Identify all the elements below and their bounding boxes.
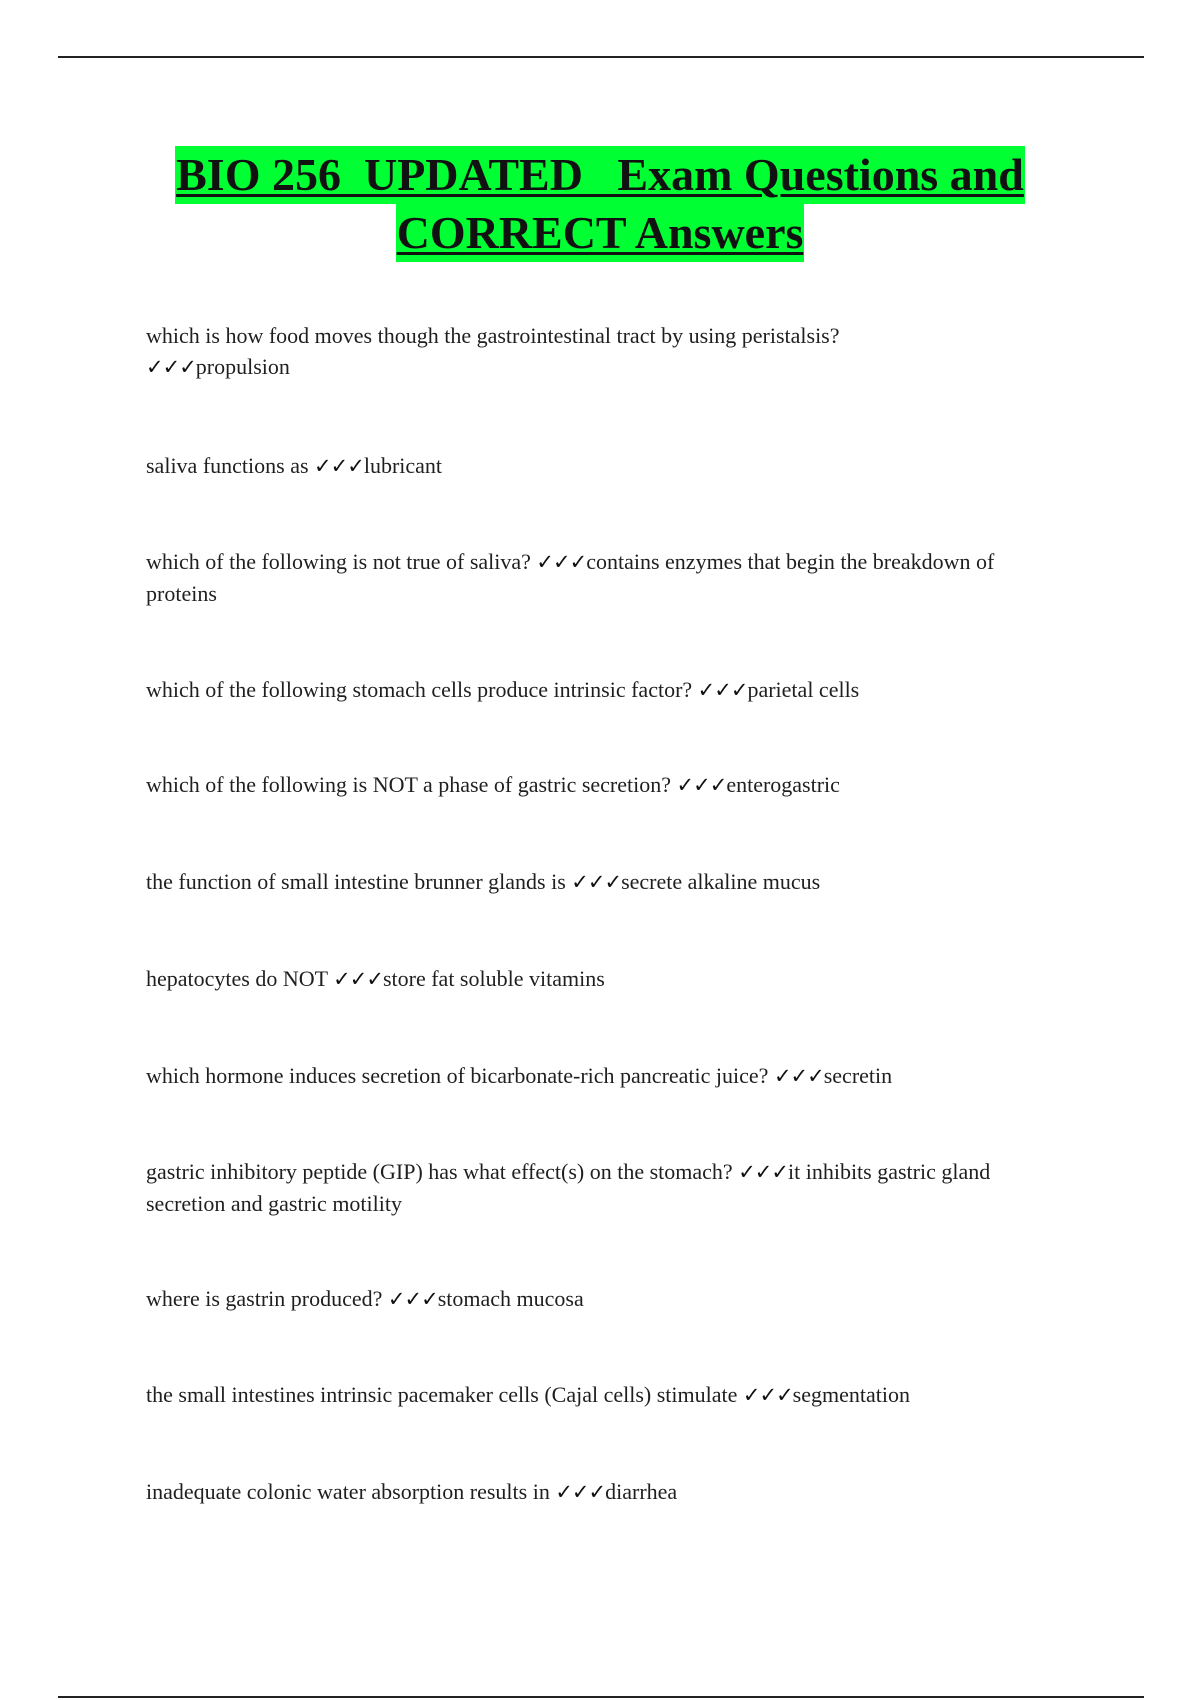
answer-text: stomach mucosa [437, 1286, 584, 1311]
bottom-rule [58, 1696, 1144, 1698]
qa-item-7 [146, 963, 1046, 995]
check-marks-icon: ✓✓✓ [555, 1480, 606, 1504]
question-text: which hormone induces secretion of bicarbonate-rich pancreatic juice? [146, 1063, 769, 1088]
question-text: which of the following stomach cells produce intrinsic factor? [146, 677, 693, 702]
answer-text: segmentation [792, 1382, 910, 1407]
question-text: inadequate colonic water absorption results in [146, 1479, 550, 1504]
question-text: the small intestines intrinsic pacemaker cells (Cajal cells) stimulate [146, 1382, 738, 1407]
check-marks-icon: ✓✓✓ [738, 1160, 788, 1184]
question-text: hepatocytes do NOT [146, 966, 328, 991]
qa-item-5 [146, 769, 1046, 801]
qa-item-3 [146, 546, 1046, 609]
check-marks-icon: ✓✓✓ [146, 355, 196, 379]
qa-item-11 [146, 1379, 1046, 1411]
question-text: gastric inhibitory peptide (GIP) has what effect(s) on the stomach? [146, 1159, 733, 1184]
check-marks-icon: ✓✓✓ [333, 967, 383, 991]
check-marks-icon: ✓✓✓ [773, 1064, 824, 1088]
top-rule [58, 56, 1144, 58]
answer-text: parietal cells [747, 677, 860, 702]
answer-text: store fat soluble vitamins [382, 966, 605, 991]
check-marks-icon: ✓✓✓ [536, 550, 587, 574]
qa-item-12 [146, 1476, 1046, 1508]
qa-item-9 [146, 1156, 1046, 1219]
answer-text: secretin [823, 1063, 893, 1088]
qa-item-1 [146, 320, 1046, 383]
answer-text: contains enzymes that begin the breakdown of proteins [146, 549, 995, 606]
question-text: which of the following is NOT a phase of gastric secretion? [146, 772, 672, 797]
qa-item-8 [146, 1060, 1046, 1092]
check-marks-icon: ✓✓✓ [314, 454, 364, 478]
question-text: which of the following is not true of saliva? [146, 549, 531, 574]
answer-text: lubricant [363, 453, 443, 478]
check-marks-icon: ✓✓✓ [571, 870, 622, 894]
qa-item-2 [146, 450, 1046, 482]
question-text: which is how food moves though the gastrointestinal tract by using peristalsis? [146, 323, 840, 348]
question-text: where is gastrin produced? [146, 1286, 383, 1311]
qa-item-6 [146, 866, 1046, 898]
document-title [100, 146, 1100, 262]
answer-text: propulsion [195, 354, 290, 379]
question-text: saliva functions as [146, 453, 309, 478]
answer-text: it inhibits gastric gland secretion and gastric motility [146, 1159, 991, 1216]
question-text: the function of small intestine brunner glands is [146, 869, 566, 894]
qa-item-4 [146, 674, 1046, 706]
answer-text: secrete alkaline mucus [621, 869, 821, 894]
check-marks-icon: ✓✓✓ [676, 773, 727, 797]
answer-text: diarrhea [605, 1479, 678, 1504]
title-line-2: CORRECT Answers [396, 204, 805, 262]
qa-item-10 [146, 1283, 1046, 1315]
answer-text: enterogastric [726, 772, 840, 797]
check-marks-icon: ✓✓✓ [697, 678, 748, 702]
check-marks-icon: ✓✓✓ [742, 1383, 793, 1407]
title-line-1: BIO 256 UPDATED Exam Questions and [175, 146, 1025, 204]
check-marks-icon: ✓✓✓ [387, 1287, 438, 1311]
